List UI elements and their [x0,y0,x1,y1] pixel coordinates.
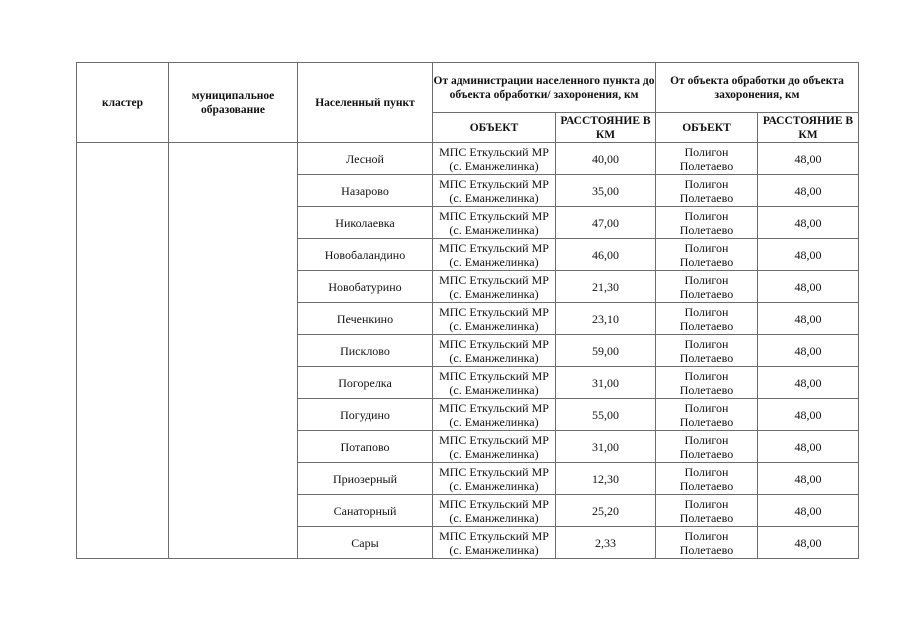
object-2-line-2: Полетаево [679,254,734,269]
object-2-line-1: Полигон [684,272,729,287]
distance-1-cell: 47,00 [556,207,656,239]
object-2-line-1: Полигон [684,208,729,223]
object-2-cell [656,207,758,239]
distance-2-cell: 48,00 [758,271,859,303]
object-2-line-2: Полетаево [679,286,734,301]
object-1-cell [433,367,556,399]
object-2-line-2: Полетаево [679,382,734,397]
header-cluster: кластер [77,63,169,143]
header-object-2: ОБЪЕКТ [656,113,758,143]
header-group-object-to-landfill: От объекта обработки до объекта захоронения, км [656,63,859,113]
object-2-cell [656,335,758,367]
object-1-line-2: (с. Еманжелинка) [449,414,539,429]
object-1-line-1: МПС Еткульский МР [439,240,549,255]
object-1-line-2: (с. Еманжелинка) [449,190,539,205]
distance-2-cell: 48,00 [758,367,859,399]
document-page [76,62,859,559]
distance-2-cell: 48,00 [758,527,859,559]
object-2-line-1: Полигон [684,496,729,511]
settlement-cell: Погорелка [298,367,433,399]
settlement-cell: Сары [298,527,433,559]
object-2-line-1: Полигон [684,432,729,447]
distance-2-cell: 48,00 [758,495,859,527]
object-2-cell [656,527,758,559]
settlement-cell: Назарово [298,175,433,207]
distance-2-cell: 48,00 [758,239,859,271]
object-2-cell [656,175,758,207]
object-1-line-2: (с. Еманжелинка) [449,318,539,333]
object-2-line-1: Полигон [684,336,729,351]
object-1-line-1: МПС Еткульский МР [439,208,549,223]
distance-1-cell: 31,00 [556,431,656,463]
object-2-cell [656,303,758,335]
object-2-line-1: Полигон [684,144,729,159]
distance-1-cell: 31,00 [556,367,656,399]
header-municipal: муниципальное образование [169,63,298,143]
object-1-line-1: МПС Еткульский МР [439,272,549,287]
object-1-line-2: (с. Еманжелинка) [449,510,539,525]
object-1-cell [433,335,556,367]
settlement-cell: Печенкино [298,303,433,335]
object-1-line-2: (с. Еманжелинка) [449,542,539,557]
distance-1-cell: 46,00 [556,239,656,271]
object-2-line-2: Полетаево [679,478,734,493]
settlement-cell: Писклово [298,335,433,367]
object-2-line-2: Полетаево [679,158,734,173]
object-2-line-2: Полетаево [679,510,734,525]
distance-2-cell: 48,00 [758,303,859,335]
settlement-cell: Лесной [298,143,433,175]
distance-2-cell: 48,00 [758,143,859,175]
object-1-line-2: (с. Еманжелинка) [449,222,539,237]
object-1-cell [433,175,556,207]
object-1-cell [433,271,556,303]
distance-1-cell: 35,00 [556,175,656,207]
object-2-line-1: Полигон [684,176,729,191]
distance-1-cell: 40,00 [556,143,656,175]
object-1-line-1: МПС Еткульский МР [439,144,549,159]
settlement-cell: Приозерный [298,463,433,495]
distance-1-cell: 55,00 [556,399,656,431]
settlement-cell: Новобаландино [298,239,433,271]
municipal-cell [169,143,298,559]
settlement-cell: Санаторный [298,495,433,527]
object-2-cell [656,495,758,527]
object-2-cell [656,463,758,495]
object-1-line-2: (с. Еманжелинка) [449,382,539,397]
object-2-line-2: Полетаево [679,318,734,333]
object-2-cell [656,399,758,431]
object-1-cell [433,303,556,335]
object-2-line-2: Полетаево [679,414,734,429]
object-1-line-1: МПС Еткульский МР [439,304,549,319]
object-2-line-1: Полигон [684,304,729,319]
object-1-line-2: (с. Еманжелинка) [449,158,539,173]
table-row [77,143,859,175]
object-1-line-2: (с. Еманжелинка) [449,350,539,365]
object-2-cell [656,271,758,303]
settlement-cell: Потапово [298,431,433,463]
object-1-line-1: МПС Еткульский МР [439,528,549,543]
object-2-cell [656,239,758,271]
distance-2-cell: 48,00 [758,207,859,239]
distance-2-cell: 48,00 [758,431,859,463]
settlement-cell: Погудино [298,399,433,431]
distance-1-cell: 21,30 [556,271,656,303]
cluster-cell [77,143,169,559]
header-settlement: Населенный пункт [298,63,433,143]
object-2-line-2: Полетаево [679,190,734,205]
distance-table [76,62,859,559]
object-2-line-1: Полигон [684,368,729,383]
distance-1-cell: 59,00 [556,335,656,367]
object-2-cell [656,367,758,399]
object-2-line-2: Полетаево [679,350,734,365]
settlement-cell: Николаевка [298,207,433,239]
object-2-line-1: Полигон [684,528,729,543]
distance-1-cell: 23,10 [556,303,656,335]
object-1-cell [433,399,556,431]
settlement-cell: Новобатурино [298,271,433,303]
distance-1-cell: 2,33 [556,527,656,559]
object-2-cell [656,431,758,463]
object-2-line-2: Полетаево [679,542,734,557]
distance-2-cell: 48,00 [758,335,859,367]
object-1-line-2: (с. Еманжелинка) [449,446,539,461]
object-1-line-1: МПС Еткульский МР [439,336,549,351]
object-1-line-2: (с. Еманжелинка) [449,254,539,269]
distance-2-cell: 48,00 [758,399,859,431]
table-body [77,143,859,559]
object-1-line-2: (с. Еманжелинка) [449,286,539,301]
object-1-line-1: МПС Еткульский МР [439,176,549,191]
object-1-cell [433,143,556,175]
object-2-line-2: Полетаево [679,222,734,237]
object-1-line-1: МПС Еткульский МР [439,400,549,415]
distance-2-cell: 48,00 [758,463,859,495]
header-distance-2: РАССТОЯНИЕ В КМ [758,113,859,143]
header-distance-1: РАССТОЯНИЕ В КМ [556,113,656,143]
object-1-line-1: МПС Еткульский МР [439,464,549,479]
object-2-line-2: Полетаево [679,446,734,461]
distance-1-cell: 12,30 [556,463,656,495]
object-1-line-1: МПС Еткульский МР [439,368,549,383]
object-1-cell [433,463,556,495]
header-object-1: ОБЪЕКТ [433,113,556,143]
header-group-admin-to-object: От администрации населенного пункта до объекта обработки/ захоронения, км [433,63,656,113]
distance-2-cell: 48,00 [758,175,859,207]
object-2-line-1: Полигон [684,400,729,415]
object-1-line-1: МПС Еткульский МР [439,432,549,447]
object-1-cell [433,239,556,271]
object-2-line-1: Полигон [684,464,729,479]
object-1-cell [433,527,556,559]
object-1-line-1: МПС Еткульский МР [439,496,549,511]
object-2-cell [656,143,758,175]
object-2-line-1: Полигон [684,240,729,255]
object-1-cell [433,207,556,239]
object-1-cell [433,495,556,527]
distance-1-cell: 25,20 [556,495,656,527]
object-1-line-2: (с. Еманжелинка) [449,478,539,493]
object-1-cell [433,431,556,463]
